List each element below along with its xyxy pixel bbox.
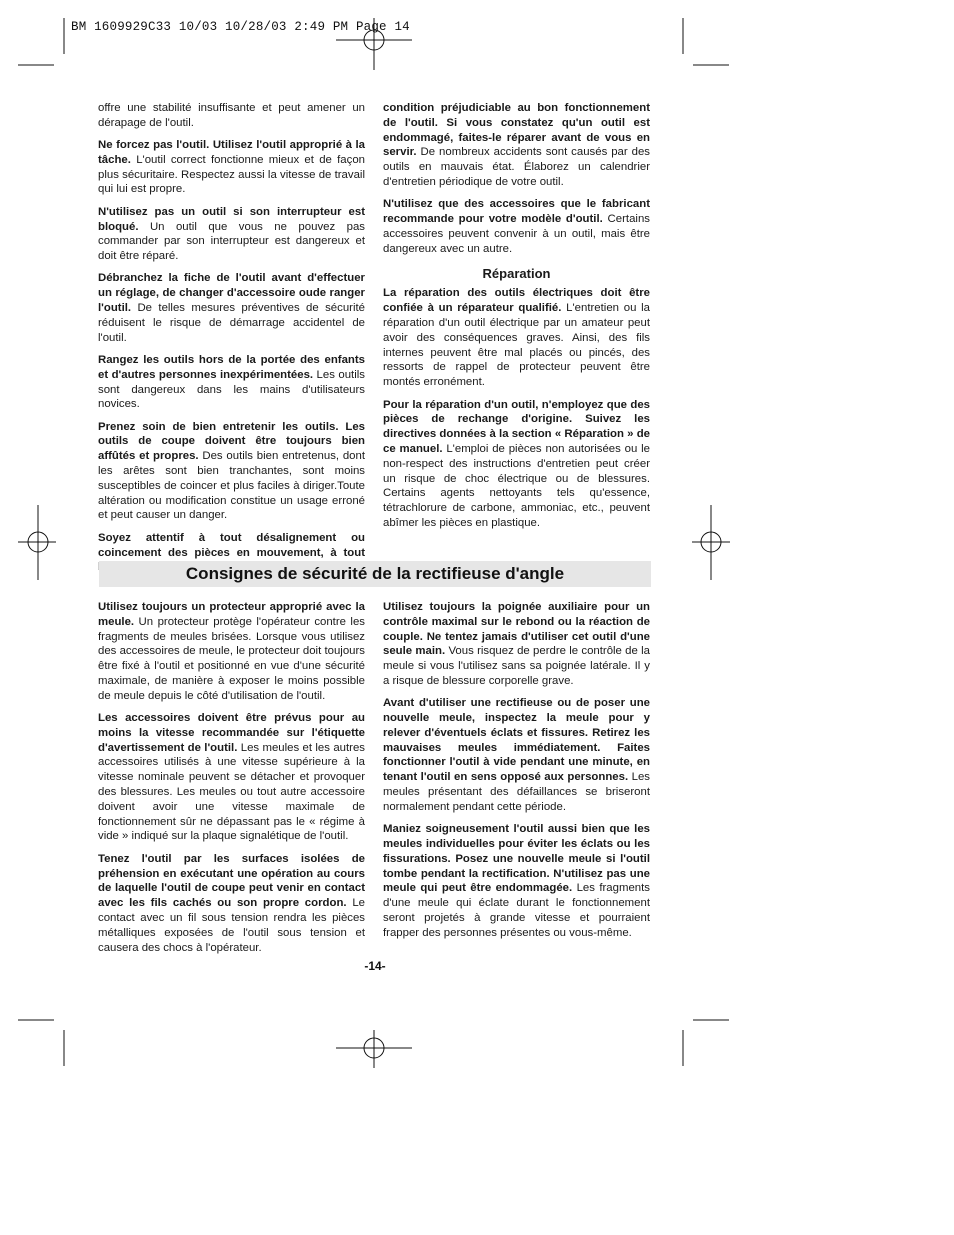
section-title-banner: Consignes de sécurité de la rectifieuse d'angle — [99, 561, 651, 587]
bottom-right-column — [383, 600, 650, 948]
paragraph: Utilisez toujours un protecteur approprié avec la meule. Un protecteur protège l'opérateur contre les fragments de meules brisées. Lorsque vous utilisez des accessoires de meule, le protecteur doit toujours être fixé à l'outil et positionné en vue d'une sécurité maximale, de manière à exposer le moins possible de meule depuis le côté d'utilisation de l'outil. — [98, 601, 365, 702]
paragraph: Les accessoires doivent être prévus pour au moins la vitesse recommandée sur l'étiquette d'avertissement de l'outil. Les meules et les autres accessoires utilisés à une vitesse supérieure à la vitesse nominale peuvent se détacher et provoquer des blessures. Les meules ou tout autre accessoire doivent avoir une vitesse maximale de fonctionnement sûr ne dépassant pas le « régime à vide » indiqué sur la plaque signalétique de l'outil. — [98, 712, 365, 843]
paragraph: N'utilisez que des accessoires que le fabricant recommande pour votre modèle d'outil. Certains accessoires peuvent convenir à un outil, mais être dangereux avec un autre. — [383, 198, 650, 255]
paragraph: Prenez soin de bien entretenir les outils. Les outils de coupe doivent être toujours bien affûtés et propres. Des outils bien entretenus, dont les arêtes sont bien tranchantes, sont moins susceptibles de coincer et plus faciles à diriger.Toute altération ou modification constitue un usage erroné et peut causer un danger. — [98, 420, 365, 522]
bottom-left-column — [98, 600, 365, 963]
print-slug: BM 1609929C33 10/03 10/28/03 2:49 PM Page 14 — [71, 20, 410, 34]
paragraph: Maniez soigneusement l'outil aussi bien que les meules individuelles pour éviter les éclats ou les fissurations. Posez une nouvelle meule si l'outil tombe pendant la rectification. N'utilisez pas une meule qui peut être endommagée. Les fragments d'une meule qui éclate durant le fonctionnement seront projetés à grande vitesse et pourraient frapper des personnes présentes ou vous-même. — [383, 823, 650, 939]
top-right-column — [383, 101, 650, 538]
page-number: -14- — [364, 959, 386, 973]
paragraph: Pour la réparation d'un outil, n'employez que des pièces de rechange d'origine. Suivez les directives données à la section « Réparation » de ce manuel. L'emploi de pièces non autorisées ou le non-respect des instructions d'entretien peut créer un risque de choc électrique ou de blessures. Certains agents nettoyants tels qu'essence, tétrachlorure de carbone, ammoniac, etc., peuvent abîmer les pièces en plastique. — [383, 398, 650, 529]
paragraph: La réparation des outils électriques doit être confiée à un réparateur qualifié. L'entretien ou la réparation d'un outil électrique par un amateur peut avoir des conséquences graves. Ainsi, des fils internes peuvent être mal placés ou pincés, des ressorts de rappel de protecteur peuvent être montés erronément. — [383, 287, 650, 389]
paragraph: Rangez les outils hors de la portée des enfants et d'autres personnes inexpérimentées. Les outils sont dangereux dans les mains d'utilisateurs novices. — [98, 353, 365, 411]
paragraph: Tenez l'outil par les surfaces isolées de préhension en exécutant une opération au cours de laquelle l'outil de coupe peut venir en contact avec les fils cachés ou son propre cordon. Le contact avec un fil sous tension rendra les pièces métalliques exposées de l'outil sous tension et causera des chocs à l'opérateur. — [98, 852, 366, 954]
paragraph: Utilisez toujours la poignée auxiliaire pour un contrôle maximal sur le rebond ou la réaction de couple. Ne tentez jamais d'utiliser cet outil d'une seule main. Vous risquez de perdre le contrôle de la meule si vous l'utilisez sans sa poignée latérale. Il y a risque de blessure corporelle grave. — [383, 601, 650, 687]
paragraph: Avant d'utiliser une rectifieuse ou de poser une nouvelle meule, inspectez la meule pour y relever d'éventuels éclats et fissures. Retirez les mauvaises meules immédiatement. Faites fonctionner l'outil à vide pendant une minute, en tenant l'outil en sens opposé aux personnes. Les meules présentant des défaillances se briseront normalement pendant cette période. — [383, 697, 650, 813]
paragraph: Débranchez la fiche de l'outil avant d'effectuer un réglage, de changer d'accessoire oude ranger l'outil. De telles mesures préventives de sécurité réduisent le risque de démarrage accidentel de l'outil. — [98, 272, 365, 344]
top-left-column — [98, 101, 365, 583]
paragraph: condition préjudiciable au bon fonctionnement de l'outil. Si vous constatez qu'un outil est endommagé, faites-le réparer avant de vous en servir. De nombreux accidents sont causés par des outils en mauvais état. Élaborez un calendrier d'entretien périodique de votre outil. — [383, 102, 650, 188]
paragraph: N'utilisez pas un outil si son interrupteur est bloqué. Un outil que vous ne pouvez pas commander par son interrupteur est dangereux et doit être réparé. — [98, 205, 365, 263]
paragraph: offre une stabilité insuffisante et peut amener un dérapage de l'outil. — [98, 102, 365, 129]
paragraph: Ne forcez pas l'outil. Utilisez l'outil approprié à la tâche. L'outil correct fonctionne mieux et de façon plus sécuritaire. Respectez aussi la vitesse de travail qui lui est propre. — [98, 139, 365, 196]
paragraph: Soyez attentif à tout désalignement ou coincement des pièces en mouvement, à tout — [98, 531, 365, 559]
reparation-heading: Réparation — [482, 266, 551, 282]
